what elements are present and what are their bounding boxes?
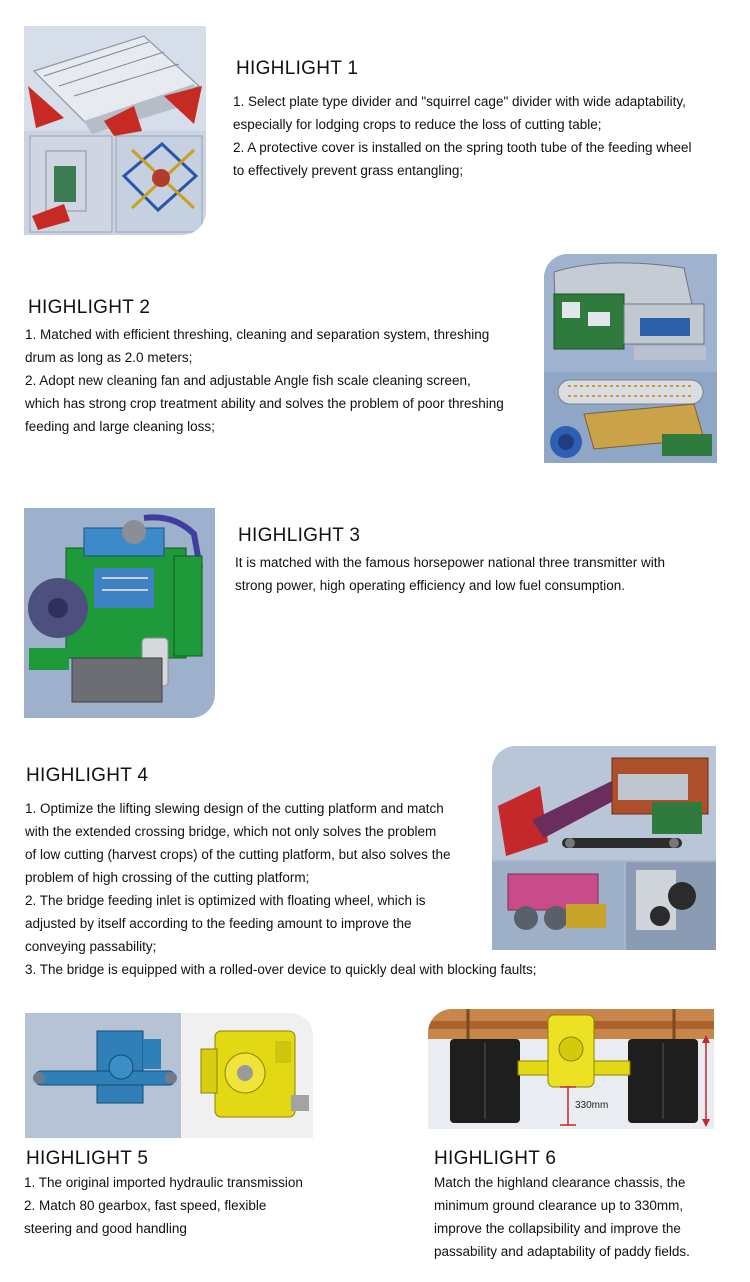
crossing-bridge-image: [492, 746, 716, 950]
highlight-2-line: which has strong crop treatment ability and solves the problem of poor threshing: [25, 396, 504, 411]
engine-image: [24, 508, 215, 718]
hydraulic-transmission-image: [25, 1013, 313, 1138]
highlight-2-line: drum as long as 2.0 meters;: [25, 350, 193, 365]
highlight-4-line: adjusted by itself according to the feeding amount to improve the: [25, 916, 412, 931]
highlight-6-line: improve the collapsibility and improve the: [434, 1221, 681, 1236]
highlight-2-line: feeding and large cleaning loss;: [25, 419, 215, 434]
highlight-4-line: 1. Optimize the lifting slewing design of the cutting platform and match: [25, 801, 444, 816]
highlight-5-line: steering and good handling: [24, 1221, 187, 1236]
highlight-4-title: HIGHLIGHT 4: [26, 765, 149, 786]
highlight-6-line: Match the highland clearance chassis, the: [434, 1175, 686, 1190]
highlight-3-text: [235, 551, 665, 597]
highlight-5-line: 2. Match 80 gearbox, fast speed, flexible: [24, 1198, 267, 1213]
highlight-4-line: with the extended crossing bridge, which not only solves the problem: [25, 824, 437, 839]
highlight-4-text: [25, 797, 537, 981]
highlight-4-line: conveying passability;: [25, 939, 157, 954]
cutting-table-image: [24, 26, 206, 235]
threshing-system-image: [544, 254, 717, 463]
highlight-4-line: 2. The bridge feeding inlet is optimized with floating wheel, which is: [25, 893, 426, 908]
clearance-label: 330mm: [575, 1100, 609, 1111]
highlight-1-line: especially for lodging crops to reduce the loss of cutting table;: [233, 117, 602, 132]
highlight-2-title: HIGHLIGHT 2: [28, 297, 151, 318]
highlight-3-line: strong power, high operating efficiency and low fuel consumption.: [235, 578, 625, 593]
highlight-5-title: HIGHLIGHT 5: [26, 1148, 149, 1169]
highlight-6-title: HIGHLIGHT 6: [434, 1148, 557, 1169]
highlight-3-title: HIGHLIGHT 3: [238, 525, 361, 546]
highlight-2-text: [25, 323, 504, 438]
highlight-4-line: of low cutting (harvest crops) of the cutting platform, but also solves the: [25, 847, 451, 862]
highlight-4-line: 3. The bridge is equipped with a rolled-over device to quickly deal with blocking faults;: [25, 962, 537, 977]
highlight-4-line: problem of high crossing of the cutting platform;: [25, 870, 310, 885]
highlight-6-line: passability and adaptability of paddy fields.: [434, 1244, 690, 1259]
highlight-6-text: [434, 1171, 690, 1263]
highlight-2-line: 1. Matched with efficient threshing, cleaning and separation system, threshing: [25, 327, 490, 342]
highlight-1-line: to effectively prevent grass entangling;: [233, 163, 464, 178]
highlight-1-text: [233, 90, 692, 182]
highlight-6-line: minimum ground clearance up to 330mm,: [434, 1198, 684, 1213]
highlight-1-title: HIGHLIGHT 1: [236, 58, 359, 79]
highlight-1-line: 1. Select plate type divider and "squirrel cage" divider with wide adaptability,: [233, 94, 686, 109]
highlight-1-line: 2. A protective cover is installed on the spring tooth tube of the feeding wheel: [233, 140, 692, 155]
highlight-5-text: [24, 1171, 303, 1240]
highlight-3-line: It is matched with the famous horsepower national three transmitter with: [235, 555, 665, 570]
chassis-clearance-image: [428, 1009, 714, 1129]
highlight-5-line: 1. The original imported hydraulic transmission: [24, 1175, 303, 1190]
highlight-2-line: 2. Adopt new cleaning fan and adjustable Angle fish scale cleaning screen,: [25, 373, 471, 388]
